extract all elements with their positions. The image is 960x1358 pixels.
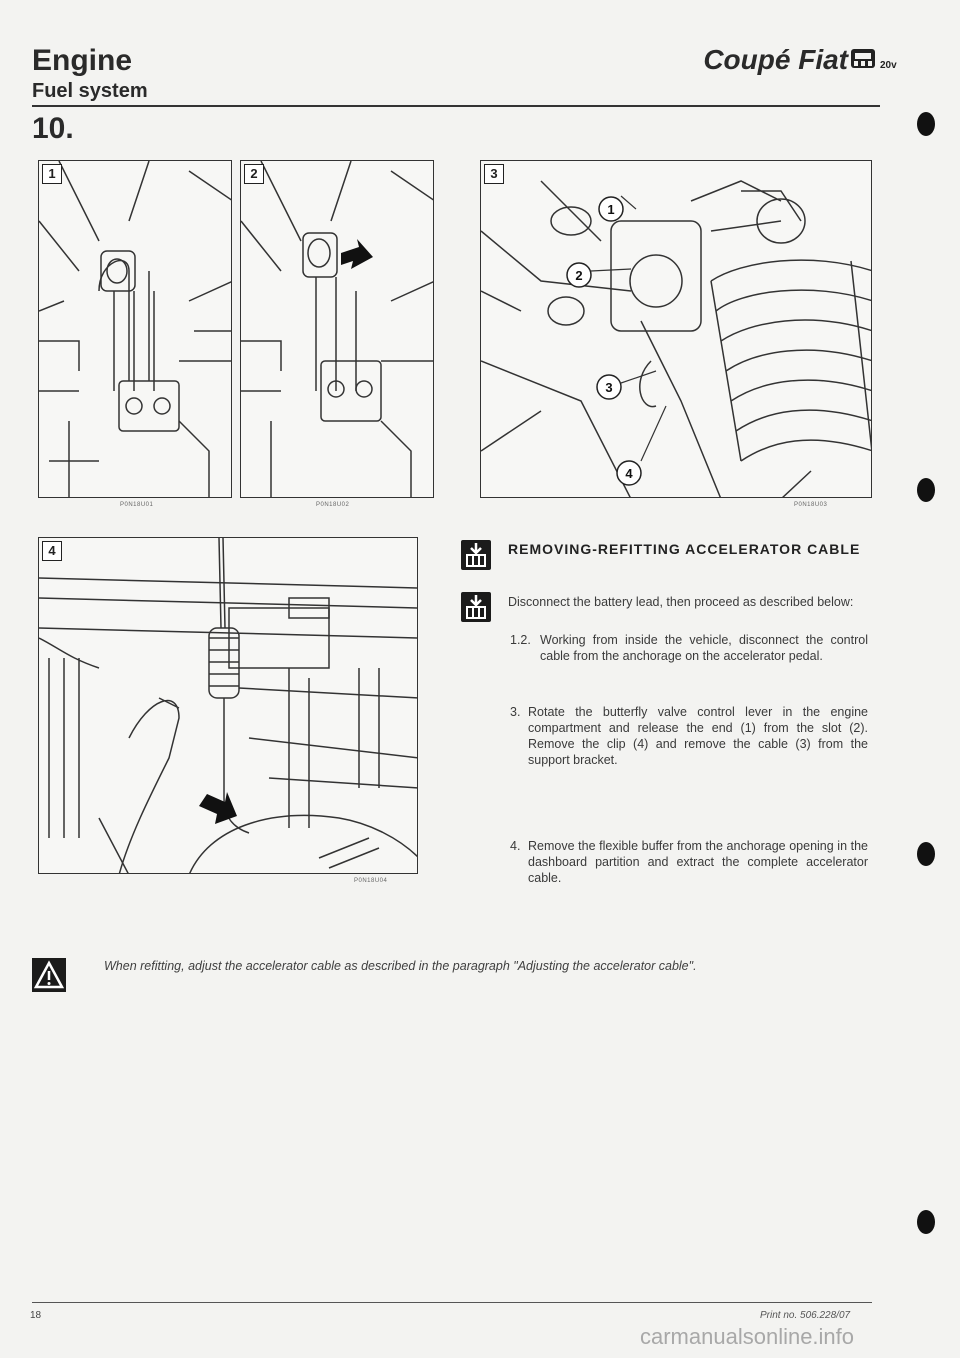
procedure-step: [510, 704, 868, 804]
figure-code: P0N18U04: [354, 878, 388, 884]
print-number: Print no. 506.228/07: [760, 1310, 851, 1321]
step-text: Working from inside the vehicle, disconnect the control cable from the anchorage on the accelerator pedal.: [540, 633, 868, 663]
margin-bullet: [917, 112, 935, 136]
procedure-intro: Disconnect the battery lead, then proceed as described below:: [508, 595, 854, 609]
figure-code: P0N18U01: [120, 502, 154, 508]
margin-bullet: [917, 842, 935, 866]
step-number: 4.: [510, 839, 521, 853]
engine-logo-icon: [850, 46, 876, 70]
watermark: carmanualsonline.info: [640, 1324, 855, 1349]
warning-text: When refitting, adjust the accelerator cable as described in the paragraph "Adjusting the accelerator cable".: [104, 959, 697, 973]
procedure-step: [510, 632, 868, 688]
step-text: Remove the flexible buffer from the anchorage opening in the dashboard partition and extract the complete accelerator cable.: [528, 839, 868, 885]
page-number: 18: [30, 1310, 42, 1321]
figure-2-drawing: [241, 161, 434, 498]
margin-bullet: [917, 478, 935, 502]
callout-3-label: 3: [605, 380, 613, 395]
step-text: Rotate the butterfly valve control lever in the engine compartment and release the end (1) from the slot (2). Remove the clip (4) and remove the cable (3) from the support bracket.: [528, 705, 868, 767]
figure-1-drawing: [39, 161, 232, 498]
brand-badge: 20v: [880, 60, 897, 71]
figure-number: 2: [244, 164, 264, 184]
callout-4-label: 4: [625, 466, 633, 481]
operation-icon: [461, 592, 491, 622]
callout-1-label: 1: [607, 202, 615, 217]
section-number: 10.: [32, 112, 74, 145]
footer-rule: [32, 1302, 872, 1303]
figure-number: 3: [484, 164, 504, 184]
warning-icon: [32, 958, 66, 992]
figure-code: P0N18U02: [316, 502, 350, 508]
figure-4: [38, 537, 418, 874]
brand-title: Coupé Fiat: [703, 44, 848, 75]
step-number: 1.2.: [510, 633, 531, 647]
figure-4-drawing: [39, 538, 418, 874]
operation-icon: [461, 540, 491, 570]
figure-3: [480, 160, 872, 498]
figure-number: 4: [42, 541, 62, 561]
figure-3-drawing: [481, 161, 872, 498]
header-rule: [32, 105, 880, 107]
procedure-heading: REMOVING-REFITTING ACCELERATOR CABLE: [508, 541, 861, 557]
margin-bullet: [917, 1210, 935, 1234]
chapter-subtitle: Fuel system: [32, 80, 148, 102]
figure-2: [240, 160, 434, 498]
step-number: 3.: [510, 705, 521, 719]
figure-number: 1: [42, 164, 62, 184]
figure-code: P0N18U03: [794, 502, 828, 508]
callout-2-label: 2: [575, 268, 583, 283]
figure-1: [38, 160, 232, 498]
procedure-step: [510, 838, 868, 908]
chapter-title: Engine: [32, 44, 133, 77]
